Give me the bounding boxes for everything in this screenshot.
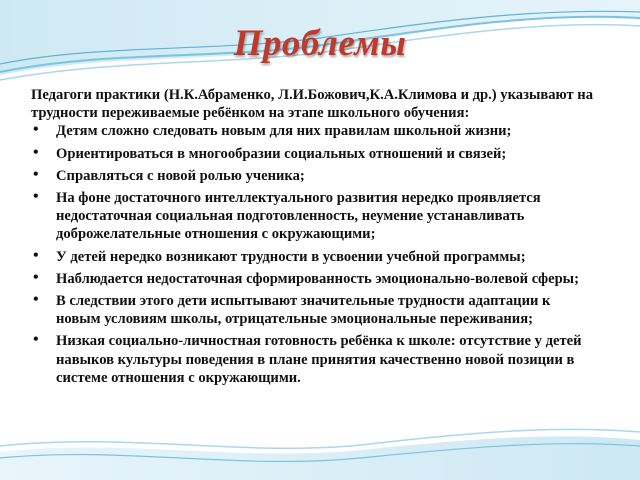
bullet-icon: • (33, 291, 39, 309)
bullet-icon: • (33, 268, 39, 286)
bullet-icon: • (33, 165, 39, 183)
intro-paragraph: Педагоги практики (Н.К.Абраменко, Л.И.Божович,К.А.Климова и др.) указывают на трудности переживаемые ребёнком на этапе школьного обучения: (31, 87, 594, 122)
list-item: • На фоне достаточного интеллектуального развития нередко проявляется недостаточная социальная подготовленность, неумение устанавливать доброжелательные отношения с окружающими; (33, 188, 541, 243)
bullet-icon: • (33, 331, 39, 349)
list-item: • У детей нередко возникают трудности в усвоении учебной программы; (33, 246, 526, 265)
list-item: • Справляться с новой ролью ученика; (33, 165, 305, 184)
list-item: • Детям сложно следовать новым для них правилам школьной жизни; (33, 121, 512, 140)
slide-body (31, 86, 597, 391)
list-item: • В следствии этого дети испытывают значительные трудности адаптации к новым условиям школы, отрицательные эмоциональные переживания; (33, 291, 551, 328)
bullet-icon: • (33, 121, 39, 139)
list-item: • Ориентироваться в многообразии социальных отношений и связей; (33, 143, 507, 162)
problem-list (31, 122, 597, 387)
bullet-icon: • (33, 143, 39, 161)
bullet-icon: • (33, 246, 39, 264)
slide-title: Проблемы (233, 23, 407, 64)
bullet-icon: • (33, 188, 39, 206)
list-item: • Наблюдается недостаточная сформированность эмоционально-волевой сферы; (33, 268, 579, 287)
list-item: • Низкая социально-личностная готовность ребёнка к школе: отсутствие у детей навыков культуры поведения в плане принятия качественно новой позиции в системе отношения с окружающими. (33, 331, 582, 386)
